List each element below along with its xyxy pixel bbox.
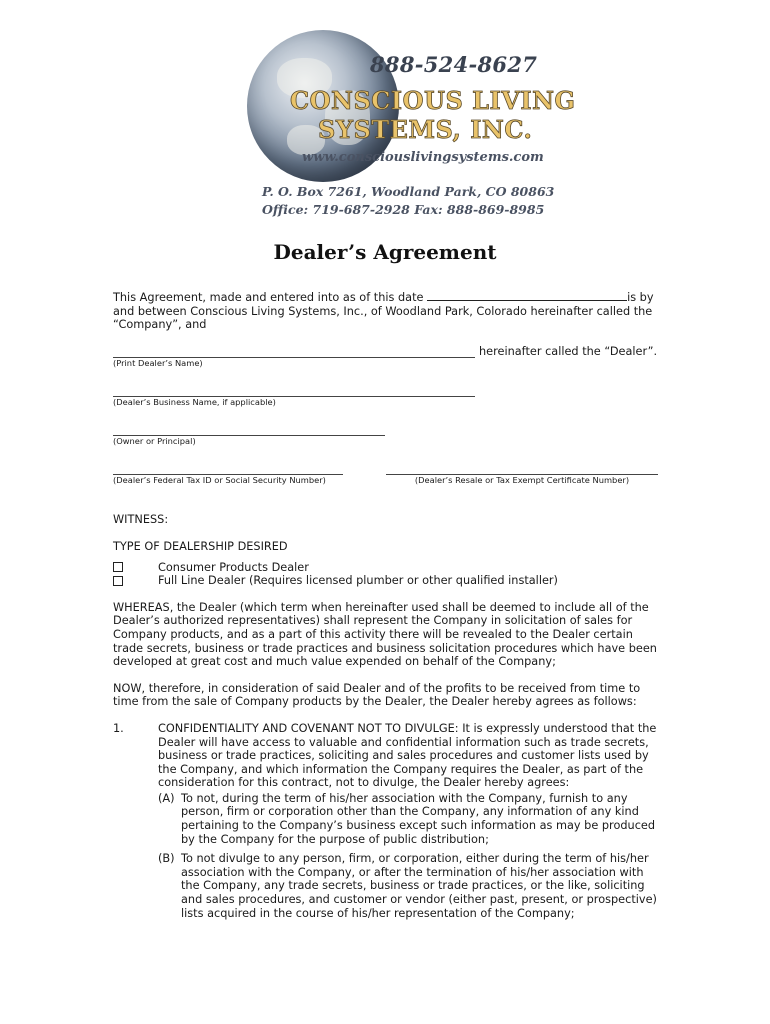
tax-fields (113, 463, 658, 485)
consumer-products-checkbox[interactable] (113, 562, 123, 572)
intro-text-end: is by and between Conscious Living Systems, Inc., of Woodland Park, Colorado hereinafter called the “Company”, and (113, 291, 654, 332)
agreement-date-blank[interactable] (427, 290, 627, 301)
print-name-caption: (Print Dealer’s Name) (113, 358, 203, 369)
owner-caption: (Owner or Principal) (113, 436, 196, 447)
company-address-block (262, 183, 554, 219)
owner-blank[interactable] (113, 424, 385, 436)
company-website: www.consciouslivingsystems.com (302, 150, 544, 165)
sub-clause-label: (B) (158, 852, 175, 866)
dealer-name-blank[interactable] (113, 346, 475, 358)
dealership-options (113, 561, 658, 588)
company-address: P. O. Box 7261, Woodland Park, CO 80863 (262, 184, 555, 199)
letterhead (0, 0, 770, 225)
tax-id-blank[interactable] (113, 463, 343, 475)
sub-clause-text: To not divulge to any person, firm, or corporation, either during the term of his/her association with the Company, or after the termination of his/her association with the Company, any trade secrets, business or trade practices, or the like, soliciting and sales procedures, and customer or vendor (either past, present, or prospective) lists acquired in the course of his/her representation of the Company; (181, 852, 657, 920)
dealership-type-heading: TYPE OF DEALERSHIP DESIRED (113, 539, 288, 553)
dealer-name-field (113, 345, 658, 369)
option-label: Full Line Dealer (Requires licensed plumber or other qualified installer) (158, 574, 558, 588)
clause-1-b (158, 852, 658, 920)
clause-number: 1. (113, 721, 124, 735)
tax-id-caption: (Dealer’s Federal Tax ID or Social Security Number) (113, 475, 326, 486)
option-full-line (113, 574, 658, 588)
tax-id-field (113, 463, 343, 485)
document-body (113, 290, 658, 926)
option-consumer-products (113, 561, 658, 575)
clause-1-a (158, 792, 658, 846)
company-contact: Office: 719-687-2928 Fax: 888-869-8985 (262, 202, 545, 217)
sub-clause-text: To not, during the term of his/her association with the Company, furnish to any person, firm or corporation other than the Company, any information of any kind pertaining to the Company’s business except such information as may be produced by the Company for the purpose of public distribution; (181, 791, 656, 846)
document-title: Dealer’s Agreement (273, 240, 497, 264)
business-name-blank[interactable] (113, 385, 475, 397)
clause-1 (113, 722, 658, 790)
company-name-line2: SYSTEMS, INC. (318, 115, 533, 144)
whereas-paragraph: WHEREAS, the Dealer (which term when hereinafter used shall be deemed to include all of the Dealer’s authorized representatives) shall represent the Company in solicitation of sales for Company products, and as a part of this activity there will be revealed to the Dealer certain trade secrets, business or trade practices and business solicitation procedures which have been developed at great cost and much value expended on behalf of the Company; (113, 600, 657, 669)
sub-clause-label: (A) (158, 791, 175, 805)
intro-text-start: This Agreement, made and entered into as of this date (113, 291, 424, 304)
resale-field (386, 463, 658, 485)
clause-text: CONFIDENTIALITY AND COVENANT NOT TO DIVULGE: It is expressly understood that the Dealer will have access to valuable and confidential information such as trade secrets, business or trade practices, soliciting and sales procedures and customer lists used by the Company, and which information the Company requires the Dealer, as part of the consideration for this contract, not to divulge, the Dealer hereby agrees: (158, 721, 657, 790)
option-label: Consumer Products Dealer (158, 560, 309, 574)
now-therefore-paragraph: NOW, therefore, in consideration of said Dealer and of the profits to be received from time to time from the sale of Company products by the Dealer, the Dealer hereby agrees as follows: (113, 681, 641, 709)
dealer-suffix: hereinafter called the “Dealer”. (479, 344, 658, 358)
intro-paragraph (113, 290, 658, 332)
witness-label: WITNESS: (113, 513, 169, 527)
company-phone: 888-524-8627 (370, 52, 538, 77)
owner-field (113, 424, 658, 446)
resale-caption: (Dealer’s Resale or Tax Exempt Certificate Number) (414, 475, 630, 486)
business-name-caption: (Dealer’s Business Name, if applicable) (113, 397, 276, 408)
company-name-line1: CONSCIOUS LIVING (290, 86, 576, 115)
business-name-field (113, 385, 658, 407)
full-line-checkbox[interactable] (113, 576, 123, 586)
resale-blank[interactable] (386, 463, 658, 475)
